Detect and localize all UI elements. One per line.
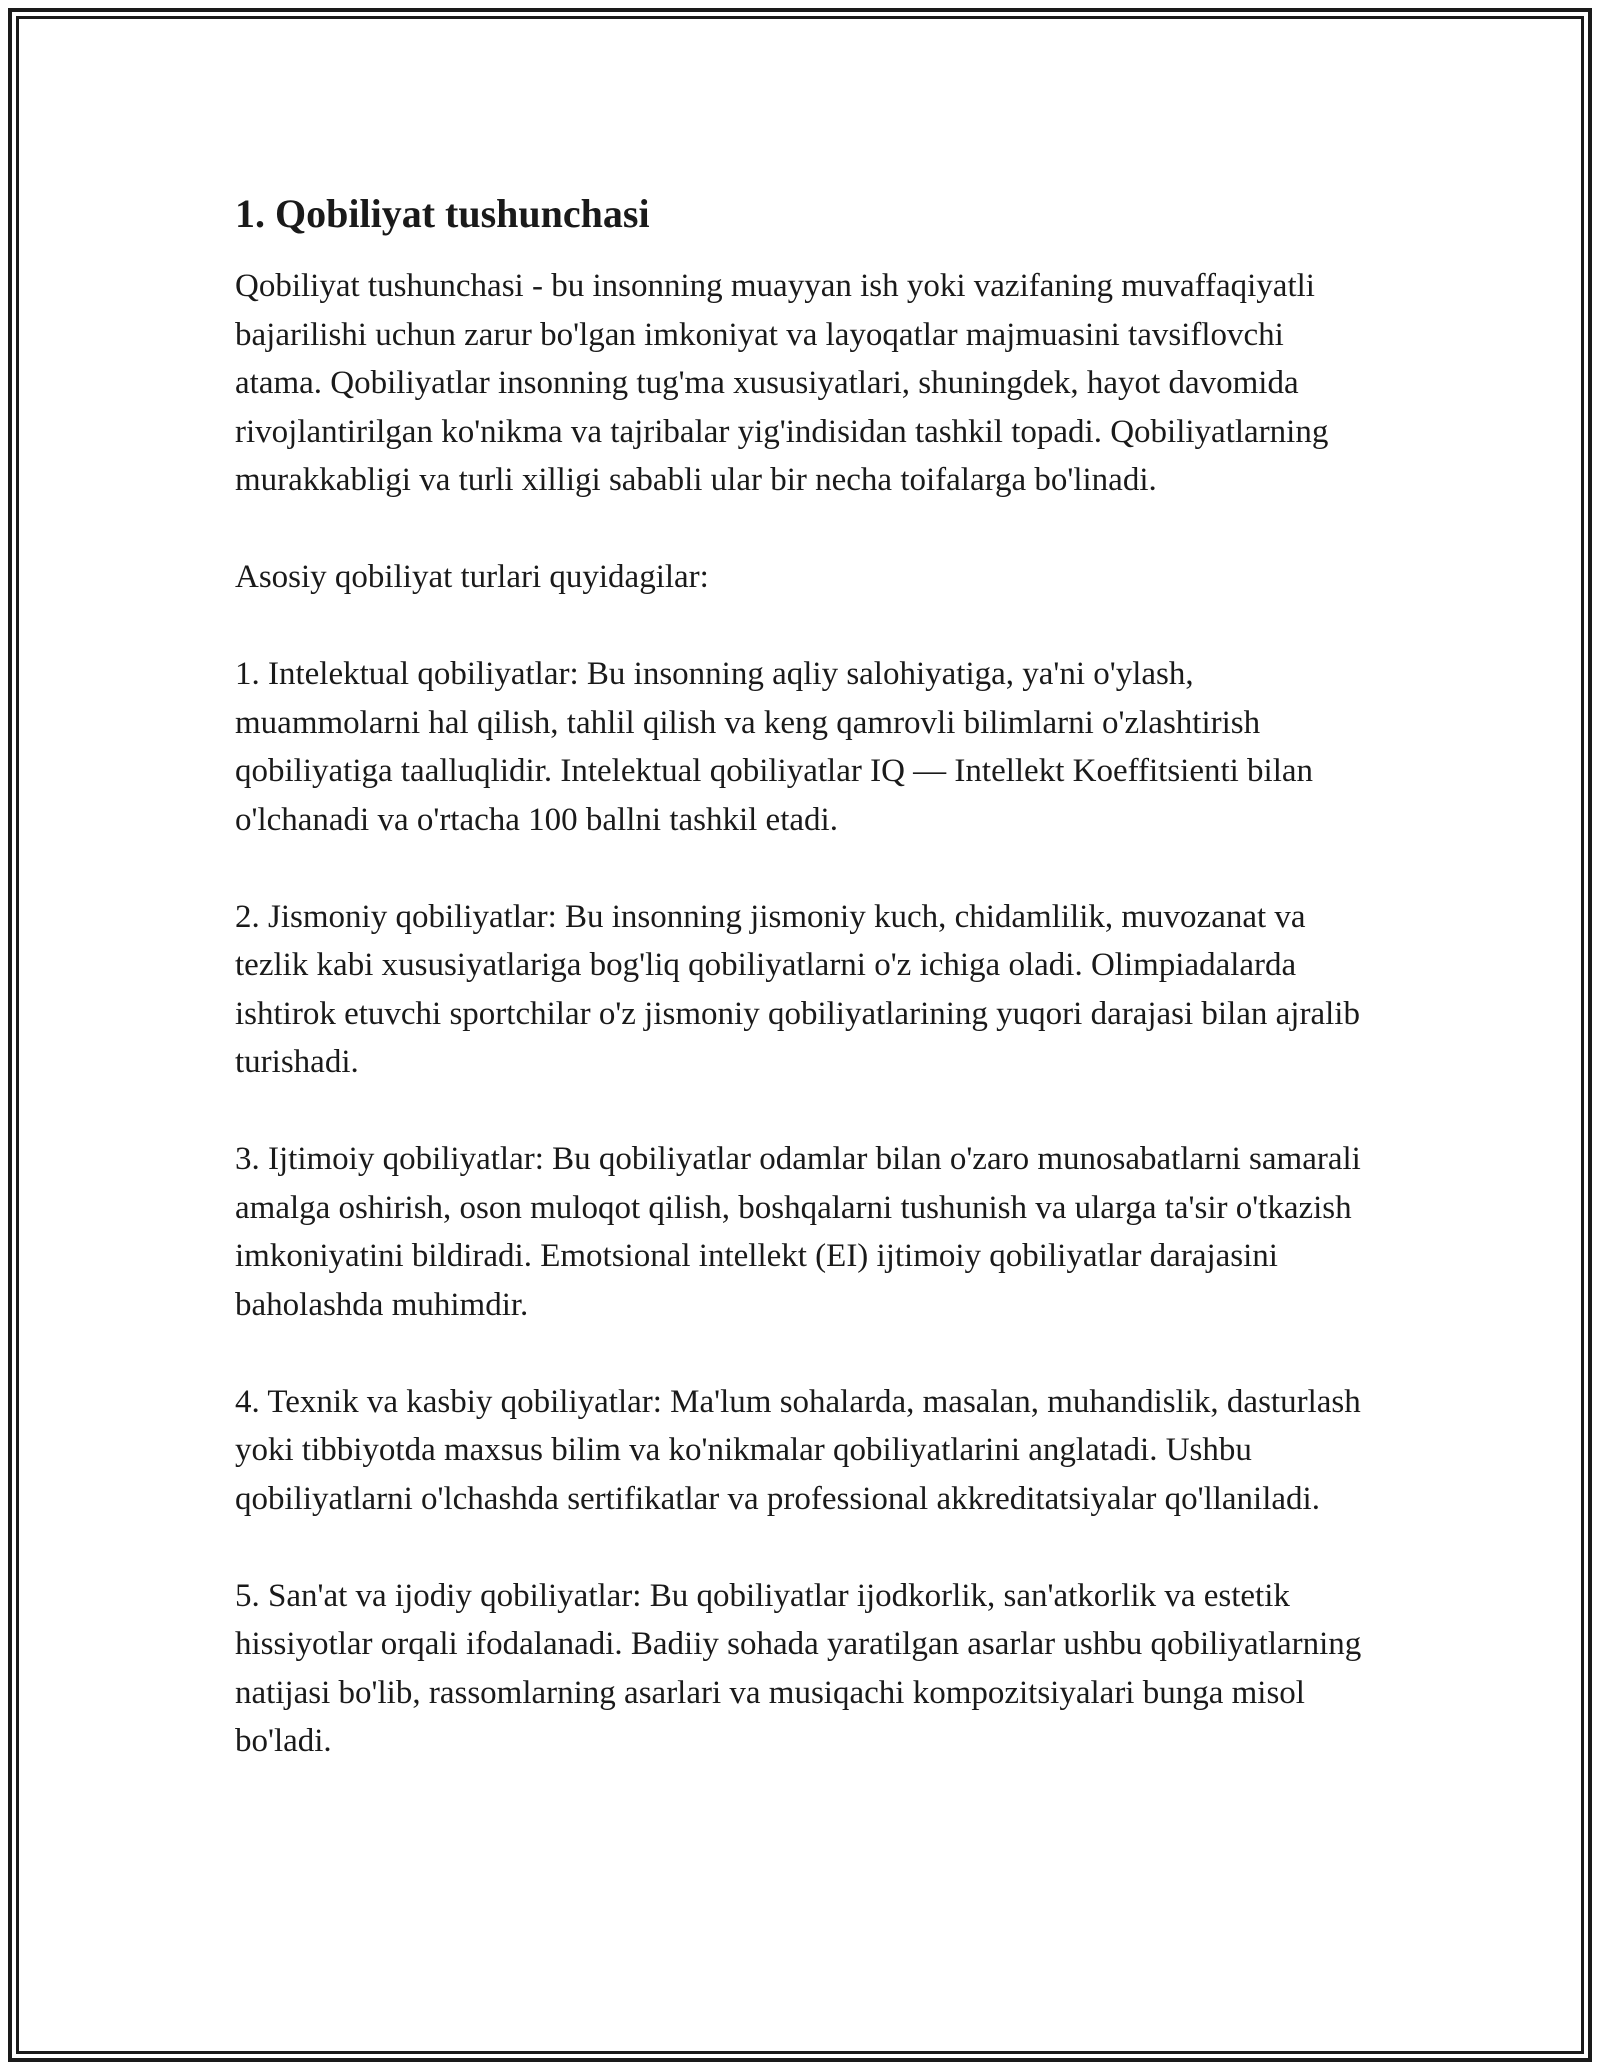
list-item-physical: 2. Jismoniy qobiliyatlar: Bu insonning jismoniy kuch, chidamlilik, muvozanat va tezlik kabi xususiyatlariga bog'liq qobiliyatlarni o'z ichiga oladi. Olimpiadalarda ishtirok etuvchi sportchilar o'z jismoniy qobiliyatlarining yuqori darajasi bilan ajralib turishadi. <box>235 898 1360 1080</box>
list-item-creative: 5. San'at va ijodiy qobiliyatlar: Bu qobiliyatlar ijodkorlik, san'atkorlik va estetik hissiyotlar orqali ifodalanadi. Badiiy sohada yaratilgan asarlar ushbu qobiliyatlarning natijasi bo'lib, rassomlarning asarlari va musiqachi kompozitsiyalari bunga misol bo'ladi. <box>235 1577 1362 1759</box>
list-intro-paragraph: Asosiy qobiliyat turlari quyidagilar: <box>235 559 709 595</box>
document-body <box>235 186 1375 1766</box>
list-item-intellectual: 1. Intelektual qobiliyatlar: Bu insonning aqliy salohiyatiga, ya'ni o'ylash, muammolarni hal qilish, tahlil qilish va keng qamrovli bilimlarni o'zlashtirish qobiliyatiga taalluqlidir. Intelektual qobiliyatlar IQ — Intellekt Koeffitsienti bilan o'lchanadi va o'rtacha 100 ballni tashkil etadi. <box>235 656 1314 838</box>
document-title: 1. Qobiliyat tushunchasi <box>235 191 650 236</box>
intro-paragraph: Qobiliyat tushunchasi - bu insonning muayyan ish yoki vazifaning muvaffaqiyatli bajarilishi uchun zarur bo'lgan imkoniyat va layoqatlar majmuasini tavsiflovchi atama. Qobiliyatlar insonning tug'ma xususiyatlari, shuningdek, hayot davomida rivojlantirilgan ko'nikma va tajribalar yig'indisidan tashkil topadi. Qobiliyatlarning murakkabligi va turli xilligi sababli ular bir necha toifalarga bo'linadi. <box>235 268 1329 498</box>
list-item-social: 3. Ijtimoiy qobiliyatlar: Bu qobiliyatlar odamlar bilan o'zaro munosabatlarni samarali amalga oshirish, oson muloqot qilish, boshqalarni tushunish va ularga ta'sir o'tkazish imkoniyatini bildiradi. Emotsional intellekt (EI) ijtimoiy qobiliyatlar darajasini baholashda muhimdir. <box>235 1141 1361 1323</box>
list-item-technical: 4. Texnik va kasbiy qobiliyatlar: Ma'lum sohalarda, masalan, muhandislik, dasturlash yoki tibbiyotda maxsus bilim va ko'nikmalar qobiliyatlarini anglatadi. Ushbu qobiliyatlarni o'lchashda sertifikatlar va professional akkreditatsiyalar qo'llaniladi. <box>235 1383 1361 1517</box>
